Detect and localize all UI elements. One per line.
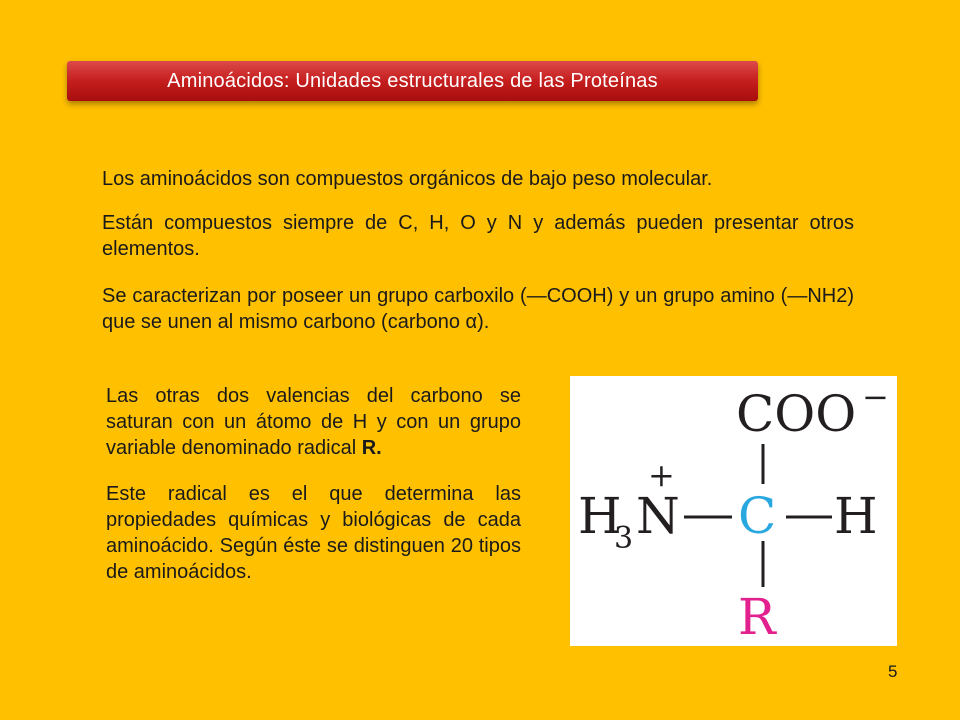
paragraph-groups: Se caracterizan por poseer un grupo carboxilo (—COOH) y un grupo amino (—NH2) que se unen al mismo carbono (carbono α).: [102, 285, 854, 333]
paragraph-valences: [106, 383, 521, 461]
amino-n: N: [636, 487, 680, 545]
page-number: 5: [888, 662, 898, 681]
amino-plus: +: [648, 456, 675, 494]
paragraph-definition: Los aminoácidos son compuestos orgánicos de bajo peso molecular.: [102, 168, 713, 190]
carboxyl-minus: −: [862, 378, 889, 416]
carboxyl-group: COO: [736, 385, 857, 443]
radical-r-bold: R.: [361, 437, 382, 459]
slide-title-banner: [67, 61, 758, 101]
amino-h: H: [578, 487, 622, 545]
alpha-hydrogen: H: [834, 487, 878, 545]
radical-r: R: [738, 588, 776, 646]
paragraph-valences-text: Las otras dos valencias del carbono se saturan con un átomo de H y con un grupo variable denominado radical: [106, 385, 521, 459]
amino-acid-structure-figure: [570, 376, 897, 646]
slide-title: Aminoácidos: Unidades estructurales de las Proteínas: [167, 69, 658, 92]
amino-acid-structure-svg: [570, 376, 897, 646]
amino-subscript: 3: [614, 521, 634, 556]
alpha-carbon: C: [738, 487, 777, 545]
paragraph-elements: Están compuestos siempre de C, H, O y N y además pueden presentar otros elementos.: [102, 212, 854, 260]
paragraph-radical: Este radical es el que determina las propiedades químicas y biológicas de cada aminoácido. Según éste se distinguen 20 tipos de aminoácidos.: [106, 483, 521, 583]
